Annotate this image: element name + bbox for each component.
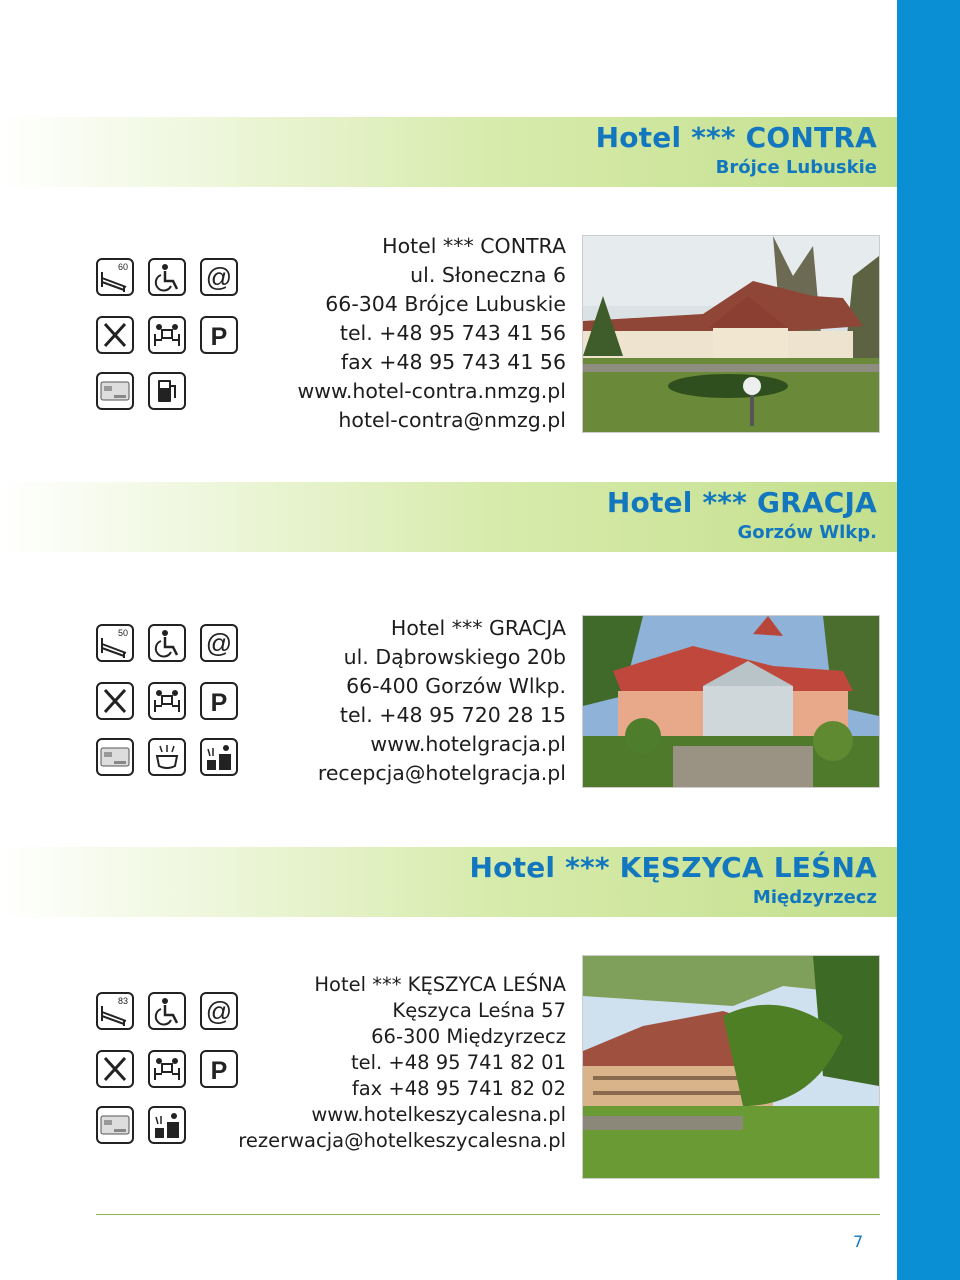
parking-icon [200,316,238,354]
footer-divider [96,1214,880,1215]
hotel-info-gracja [318,614,566,788]
svg-text:@: @ [205,996,233,1026]
hotel-photo-gracja [583,616,879,787]
email-link[interactable]: hotel-contra@nmzg.pl [338,408,566,432]
hotel-photo-contra [583,236,879,432]
cafe-icon [148,738,186,776]
room-count: 83 [118,996,129,1006]
fuel-icon [148,372,186,410]
parking-icon [200,682,238,720]
blue-sidebar [897,0,960,1280]
street-address: ul. Dąbrowskiego 20b [343,645,566,669]
website-link[interactable]: www.hotel-contra.nmzg.pl [297,379,566,403]
banner-location: Gorzów Wlkp. [737,522,877,543]
street-address: ul. Słoneczna 6 [410,263,566,287]
postal-city: 66-400 Gorzów Wlkp. [346,674,566,698]
phone: tel. +48 95 741 82 01 [350,1051,566,1074]
svg-text:P: P [210,323,228,351]
hotel-name: Hotel *** GRACJA [390,616,566,640]
restaurant-icon [96,316,134,354]
wheelchair-icon [148,624,186,662]
phone: tel. +48 95 743 41 56 [339,321,566,345]
hotel-name: Hotel *** KĘSZYCA LEŚNA [314,973,566,996]
sauna-icon [200,738,238,776]
banner-location: Brójce Lubuskie [715,157,877,178]
hotel-banner-keszyca [0,847,897,917]
postal-city: 66-304 Brójce Lubuskie [325,292,566,316]
parking-icon [200,1050,238,1088]
svg-text:P: P [210,1057,228,1085]
credit-card-icon [96,738,134,776]
bed-icon [96,992,134,1030]
room-count: 50 [118,628,129,638]
conference-icon [148,316,186,354]
street-address: Kęszyca Leśna 57 [392,999,566,1022]
bed-icon [96,258,134,296]
svg-text:P: P [210,689,228,717]
fax: fax +48 95 741 82 02 [351,1077,566,1100]
restaurant-icon [96,1050,134,1088]
hotel-info-keszyca [238,972,566,1154]
restaurant-icon [96,682,134,720]
banner-title: Hotel *** CONTRA [595,121,877,154]
at-icon [200,992,238,1030]
fax: fax +48 95 743 41 56 [340,350,566,374]
credit-card-icon [96,1106,134,1144]
hotel-name: Hotel *** CONTRA [382,234,566,258]
page-number: 7 [853,1232,864,1251]
banner-location: Międzyrzecz [752,887,877,908]
hotel-info-contra [297,232,566,435]
sauna-icon [148,1106,186,1144]
banner-title: Hotel *** GRACJA [606,486,877,519]
postal-city: 66-300 Międzyrzecz [371,1025,566,1048]
bed-icon [96,624,134,662]
hotel-banner-gracja [0,482,897,552]
svg-text:@: @ [205,628,233,658]
wheelchair-icon [148,258,186,296]
svg-text:@: @ [205,262,233,292]
at-icon [200,624,238,662]
wheelchair-icon [148,992,186,1030]
credit-card-icon [96,372,134,410]
website-link[interactable]: www.hotelgracja.pl [370,732,566,756]
room-count: 60 [118,262,129,272]
phone: tel. +48 95 720 28 15 [339,703,566,727]
hotel-banner-contra [0,117,897,187]
email-link[interactable]: recepcja@hotelgracja.pl [317,761,566,785]
website-link[interactable]: www.hotelkeszycalesna.pl [311,1103,566,1126]
conference-icon [148,1050,186,1088]
banner-title: Hotel *** KĘSZYCA LEŚNA [469,851,877,884]
at-icon [200,258,238,296]
email-link[interactable]: rezerwacja@hotelkeszycalesna.pl [238,1129,566,1152]
conference-icon [148,682,186,720]
hotel-photo-keszyca [583,956,879,1178]
